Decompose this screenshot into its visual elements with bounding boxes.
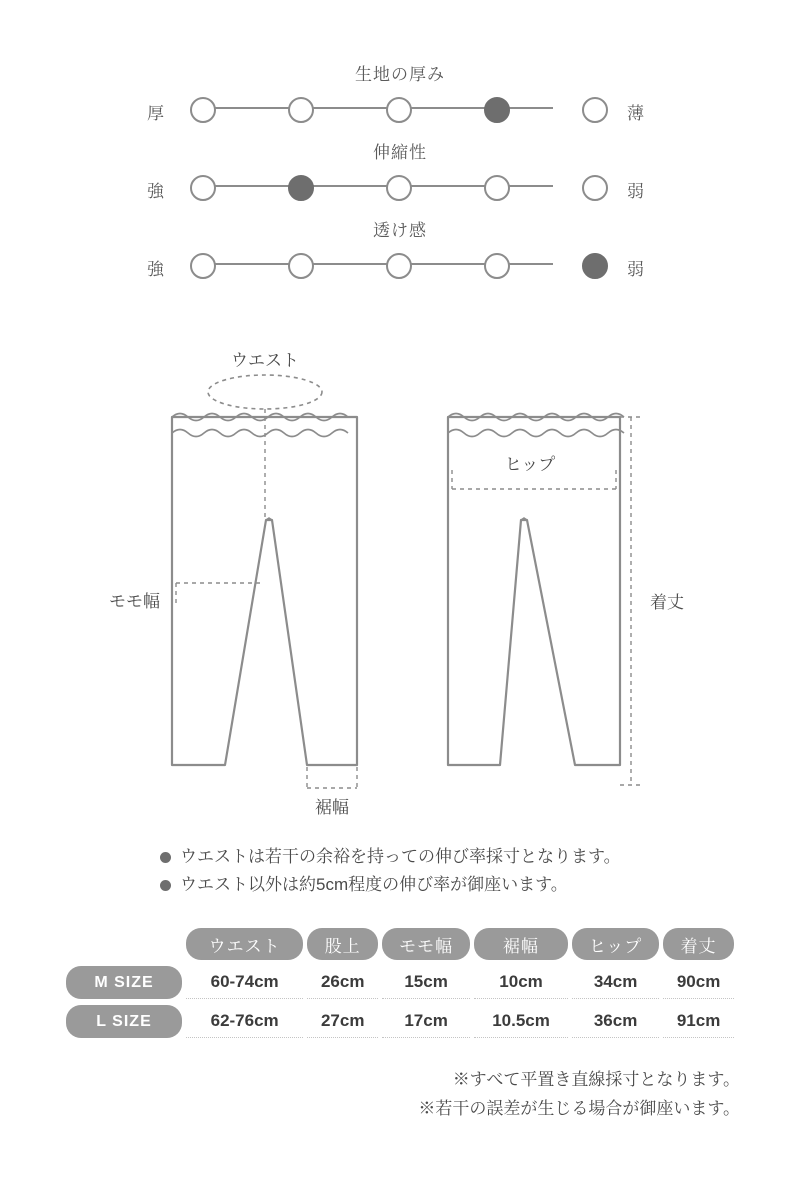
cell-l-length: 91cm [663, 1005, 734, 1038]
scale-dot-0 [190, 97, 216, 123]
bullet-icon [160, 880, 171, 891]
scale-dot-1 [288, 97, 314, 123]
scale-dot-4-selected [582, 253, 608, 279]
cell-l-rise: 27cm [307, 1005, 378, 1038]
cell-m-waist: 60-74cm [186, 966, 303, 999]
column-header-thigh: モモ幅 [382, 928, 470, 960]
column-header-length: 着丈 [663, 928, 734, 960]
size-table-header [66, 928, 734, 960]
scale-row [147, 166, 645, 206]
table-row [66, 966, 734, 999]
scale-title: 生地の厚み [355, 65, 445, 84]
scale-dot-0 [190, 253, 216, 279]
cell-l-hip: 36cm [572, 1005, 659, 1038]
footnote-item: ※すべて平置き直線採寸となります。 [452, 1070, 740, 1089]
size-table [62, 922, 738, 1044]
cell-m-hip: 34cm [572, 966, 659, 999]
scale-dot-3 [484, 253, 510, 279]
scale-fabric-thickness [0, 60, 800, 138]
row-header-m-size: M SIZE [66, 966, 182, 999]
scale-left-label: 強 [147, 182, 164, 201]
pants-measurement-diagram [0, 330, 800, 830]
waist-measure-ellipse [208, 375, 322, 409]
scale-right-label: 弱 [627, 182, 644, 201]
waist-label: ウエスト [231, 351, 299, 370]
scale-dot-3 [484, 175, 510, 201]
scale-right-label: 弱 [627, 260, 644, 279]
column-header-hem: 裾幅 [474, 928, 568, 960]
scale-left-label: 強 [147, 260, 164, 279]
cell-l-waist: 62-76cm [186, 1005, 303, 1038]
footnotes [0, 1065, 740, 1123]
scale-right-label: 薄 [627, 104, 644, 123]
table-corner-cell [66, 928, 182, 960]
scale-dot-2 [386, 97, 412, 123]
cell-m-thigh: 15cm [382, 966, 470, 999]
bullet-icon [160, 852, 171, 863]
cell-l-hem: 10.5cm [474, 1005, 568, 1038]
column-header-waist: ウエスト [186, 928, 303, 960]
scale-dot-4 [582, 97, 608, 123]
hip-label: ヒップ [504, 455, 556, 474]
thigh-label: モモ幅 [109, 592, 160, 611]
scale-left-label: 厚 [147, 104, 164, 123]
cell-l-thigh: 17cm [382, 1005, 470, 1038]
hem-label: 裾幅 [315, 798, 349, 817]
note-item [160, 843, 760, 871]
size-table-body [66, 966, 734, 1038]
column-header-rise: 股上 [307, 928, 378, 960]
scale-row [147, 244, 645, 284]
measurement-notes [160, 843, 760, 899]
scale-dot-4 [582, 175, 608, 201]
column-header-hip: ヒップ [572, 928, 659, 960]
scale-sheerness [0, 216, 800, 294]
cell-m-hem: 10cm [474, 966, 568, 999]
note-item [160, 871, 760, 899]
scale-dot-2 [386, 175, 412, 201]
cell-m-rise: 26cm [307, 966, 378, 999]
row-header-l-size: L SIZE [66, 1005, 182, 1038]
note-text: ウエストは若干の余裕を持っての伸び率採寸となります。 [180, 847, 621, 866]
table-header-row [66, 928, 734, 960]
fabric-rating-scales [0, 60, 800, 294]
scale-dot-1 [288, 253, 314, 279]
table-row [66, 1005, 734, 1038]
scale-title: 透け感 [373, 221, 427, 240]
scale-title: 伸縮性 [373, 143, 427, 162]
note-text: ウエスト以外は約5cm程度の伸び率が御座います。 [180, 875, 568, 894]
scale-stretch [0, 138, 800, 216]
scale-dot-0 [190, 175, 216, 201]
footnote-item: ※若干の誤差が生じる場合が御座います。 [418, 1099, 740, 1118]
scale-dot-1-selected [288, 175, 314, 201]
cell-m-length: 90cm [663, 966, 734, 999]
scale-row [147, 88, 645, 128]
scale-dot-2 [386, 253, 412, 279]
scale-dot-3-selected [484, 97, 510, 123]
length-label: 着丈 [650, 593, 684, 612]
